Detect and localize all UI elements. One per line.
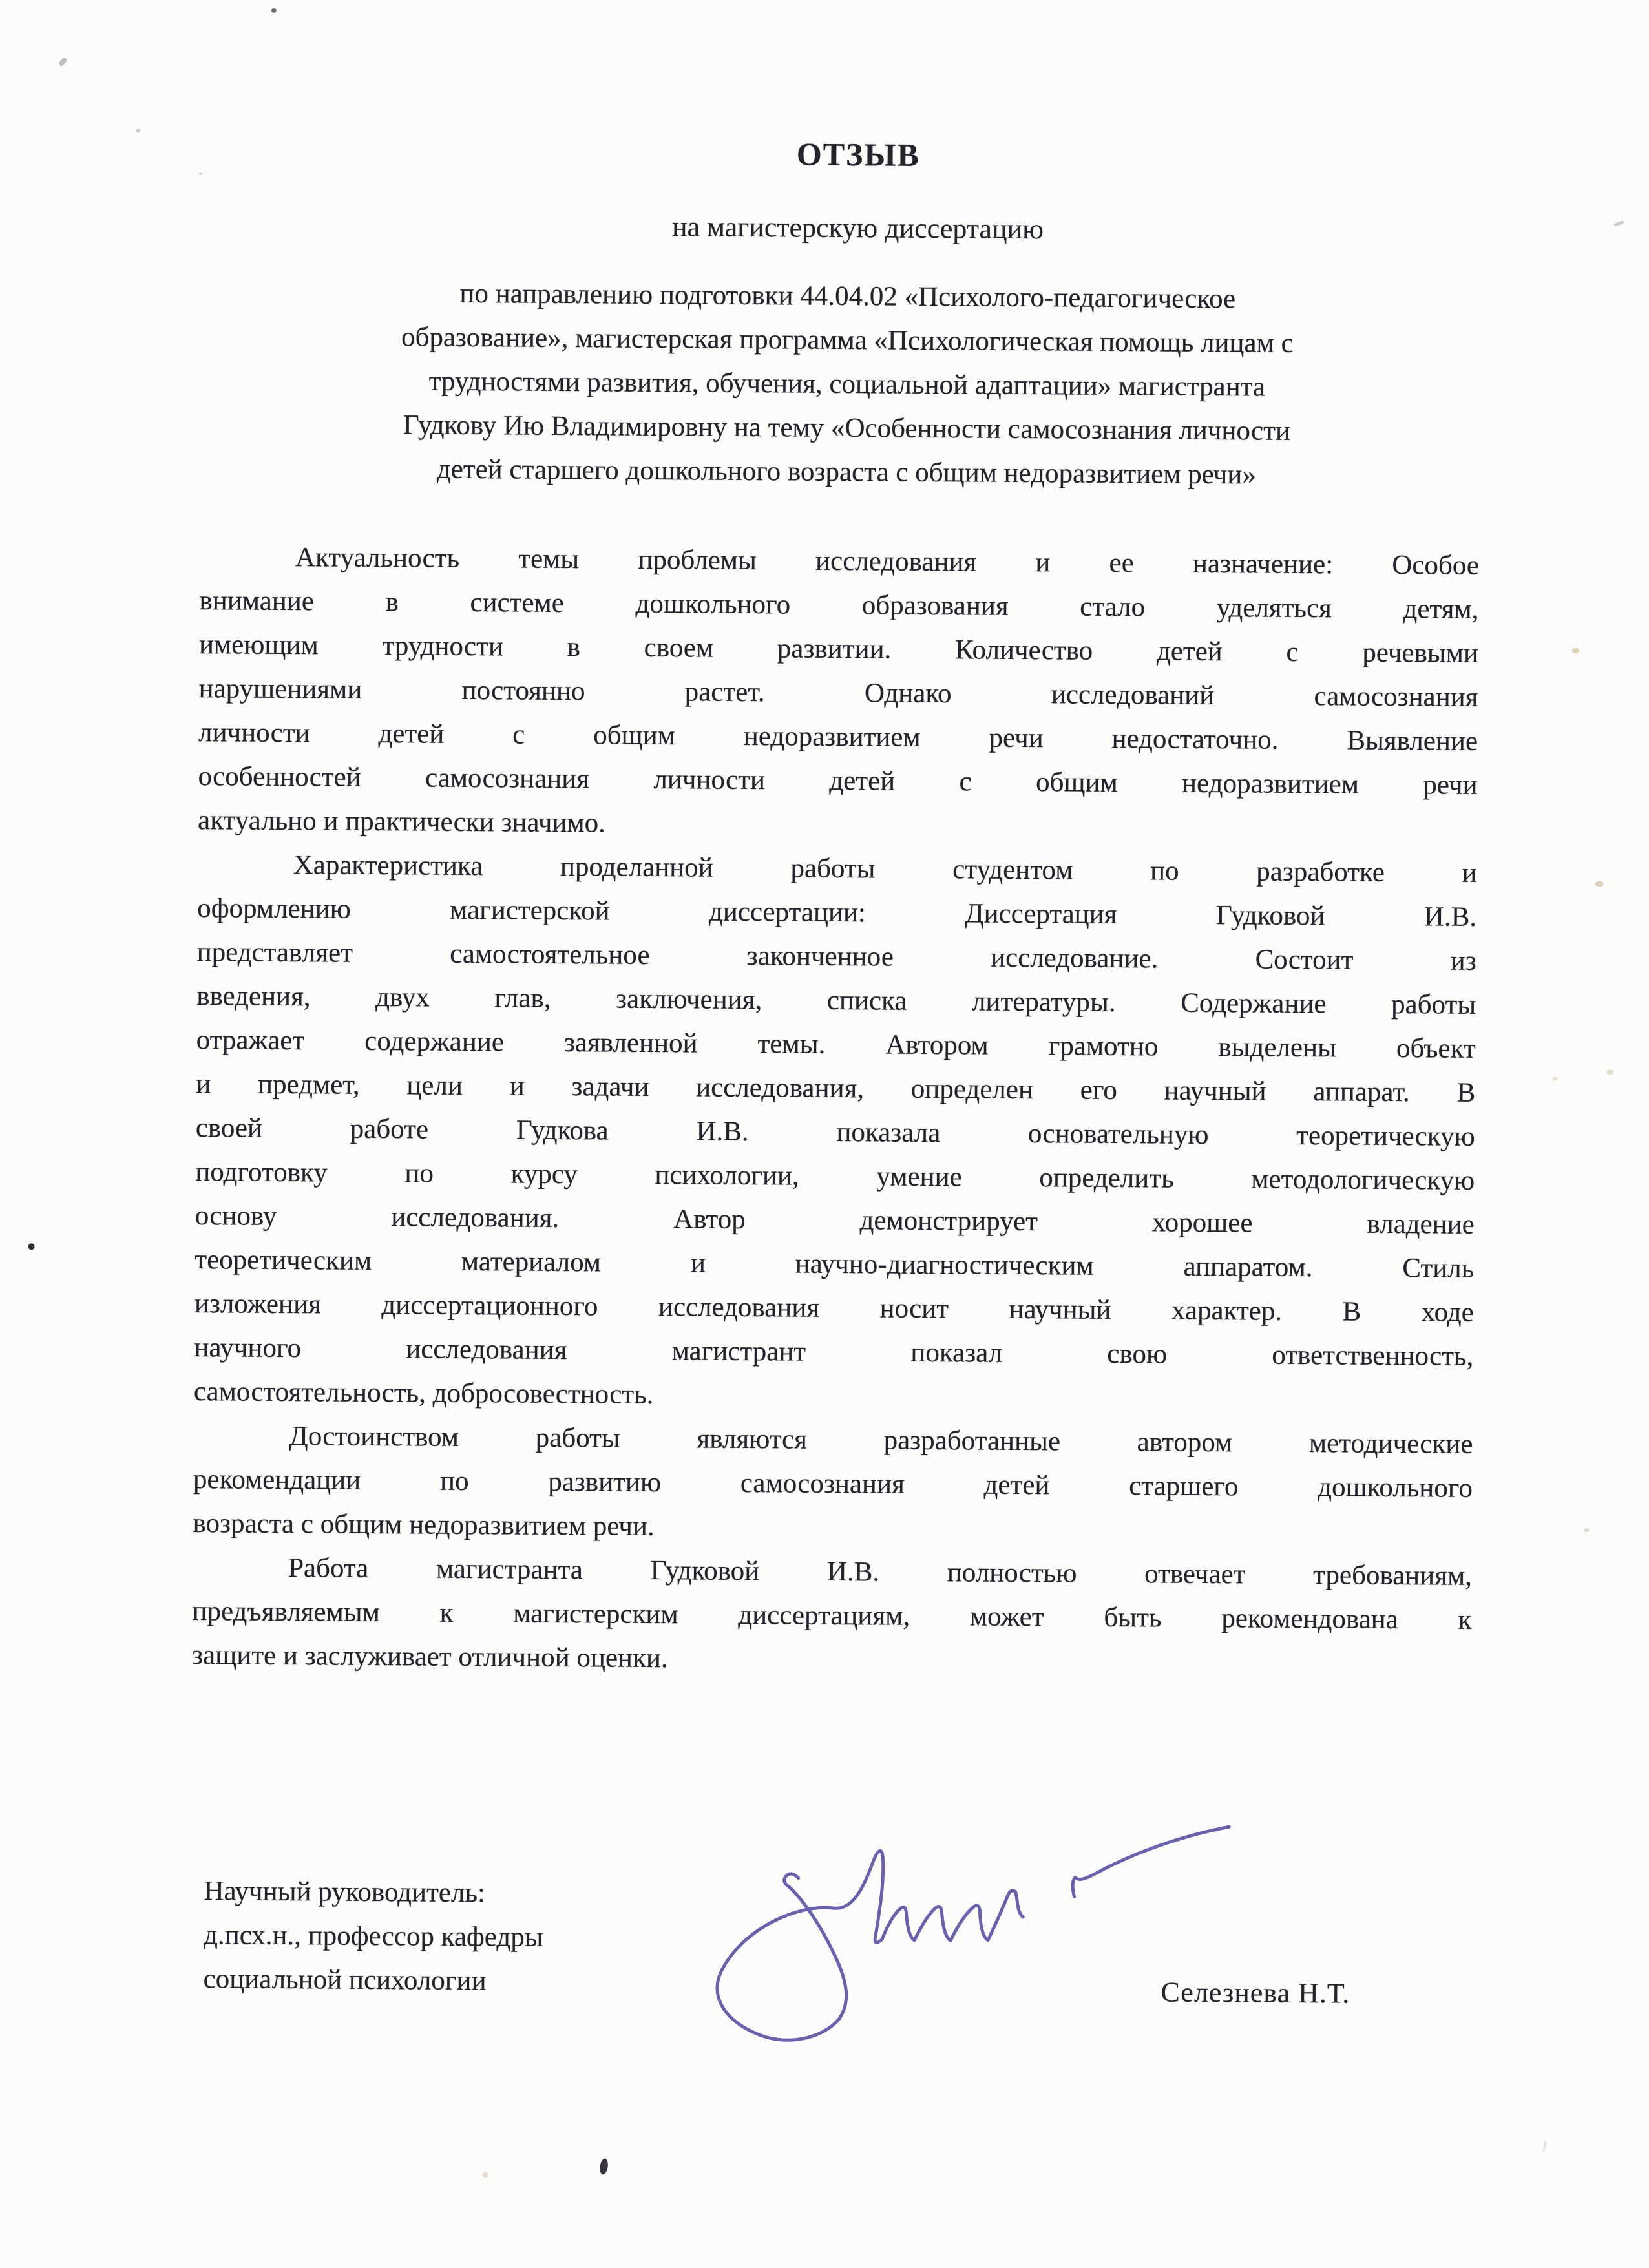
body-text-line: Характеристика проделанной работы студентом по разработке и [293,850,1477,888]
body-text-line: внимание в системе дошкольного образования стало уделяться детям, [199,585,1479,625]
scan-speck [199,172,202,175]
scan-speck [1606,1069,1613,1075]
header-text-line: Гудкову Ию Владимировну на тему «Особенности самосознания личности [403,410,1291,446]
body-text-line: своей работе Гудкова И.В. показала основательную теоретическую [195,1113,1475,1152]
body-text-line: теоретическим материалом и научно-диагностическим аппаратом. Стиль [194,1244,1475,1284]
signature-role-line: социальной психологии [203,1964,487,1997]
body-text-line: отражает содержание заявленной темы. Автором грамотно выделены объект [196,1025,1476,1064]
body-text-line: основу исследования. Автор демонстрирует хорошее владение [194,1201,1475,1240]
scan-speck [271,8,277,13]
document-header-block [210,270,1484,499]
document-title: ОТЗЫВ [796,136,921,173]
body-text-line: представляет самостоятельное законченное исследование. Состоит из [196,937,1476,976]
signature-name: Селезнева Н.Т. [1161,1976,1350,2010]
body-text-line: Актуальность темы проблемы исследования и ее назначение: Особое [295,542,1480,581]
signature-role-line: д.псх.н., профессор кафедры [203,1920,543,1953]
body-text-line: защите и заслуживает отличной оценки. [191,1640,668,1674]
scan-specks-layer [0,0,1649,10]
signature-flourish-stroke [1073,1826,1229,1898]
scan-speck [482,2172,488,2178]
scan-speck [1543,2141,1547,2152]
document-body [192,535,1479,1686]
body-text-line: подготовку по курсу психологии, умение определить методологическую [195,1157,1475,1196]
header-text-line: трудностями развития, обучения, социальной адаптации» магистранта [428,366,1266,403]
body-text-line: научного исследования магистрант показал свою ответственность, [194,1332,1474,1372]
scan-speck [136,129,140,132]
body-text-line: возраста с общим недоразвитием речи. [193,1508,655,1542]
scan-speck [599,2158,609,2175]
scan-speck [1584,1528,1589,1532]
header-text-line: детей старшего дошкольного возраста с общим недоразвитием речи» [436,454,1257,490]
body-text-line: введения, двух глав, заключения, списка литературы. Содержание работы [196,981,1476,1020]
body-text-line: оформлению магистерской диссертации: Диссертация Гудковой И.В. [197,893,1477,932]
body-text-line: нарушениями постоянно растет. Однако исследований самосознания [198,673,1478,713]
handwritten-signature [684,1774,1280,2055]
scan-speck [1595,881,1603,887]
body-text-line: изложения диссертационного исследования носит научный характер. В ходе [194,1288,1475,1328]
body-text-line: актуально и практически значимо. [197,805,606,839]
body-text-line: особенностей самосознания личности детей с общим недоразвитием речи [198,761,1478,801]
header-text-line: по направлению подготовки 44.04.02 «Психолого-педагогическое [459,278,1236,315]
body-text-line: имеющим трудности в своем развитии. Количество детей с речевыми [198,629,1479,669]
scan-speck [1552,1077,1557,1081]
scan-speck [1572,648,1579,653]
scan-speck [58,57,68,67]
signature-role-line: Научный руководитель: [204,1876,486,1909]
scan-speck [1613,220,1624,227]
body-text-line: Достоинством работы являются разработанные автором методические [289,1421,1473,1460]
signature-main-stroke [717,1850,1024,2042]
body-text-line: самостоятельность, добросовестность. [193,1376,654,1411]
body-text-line: предъявляемым к магистерским диссертациям, может быть рекомендована к [192,1596,1472,1635]
document-subtitle: на магистерскую диссертацию [671,211,1044,246]
body-text-line: рекомендации по развитию самосознания детей старшего дошкольного [193,1464,1473,1504]
body-text-line: и предмет, цели и задачи исследования, определен его научный аппарат. В [196,1069,1476,1108]
scan-speck [28,1243,34,1250]
header-text-line: образование», магистерская программа «Психологическая помощь лицам с [401,322,1294,359]
body-text-line: Работа магистранта Гудковой И.В. полностью отвечает требованиям, [288,1553,1473,1591]
body-text-line: личности детей с общим недоразвитием речи недостаточно. Выявление [198,717,1478,757]
